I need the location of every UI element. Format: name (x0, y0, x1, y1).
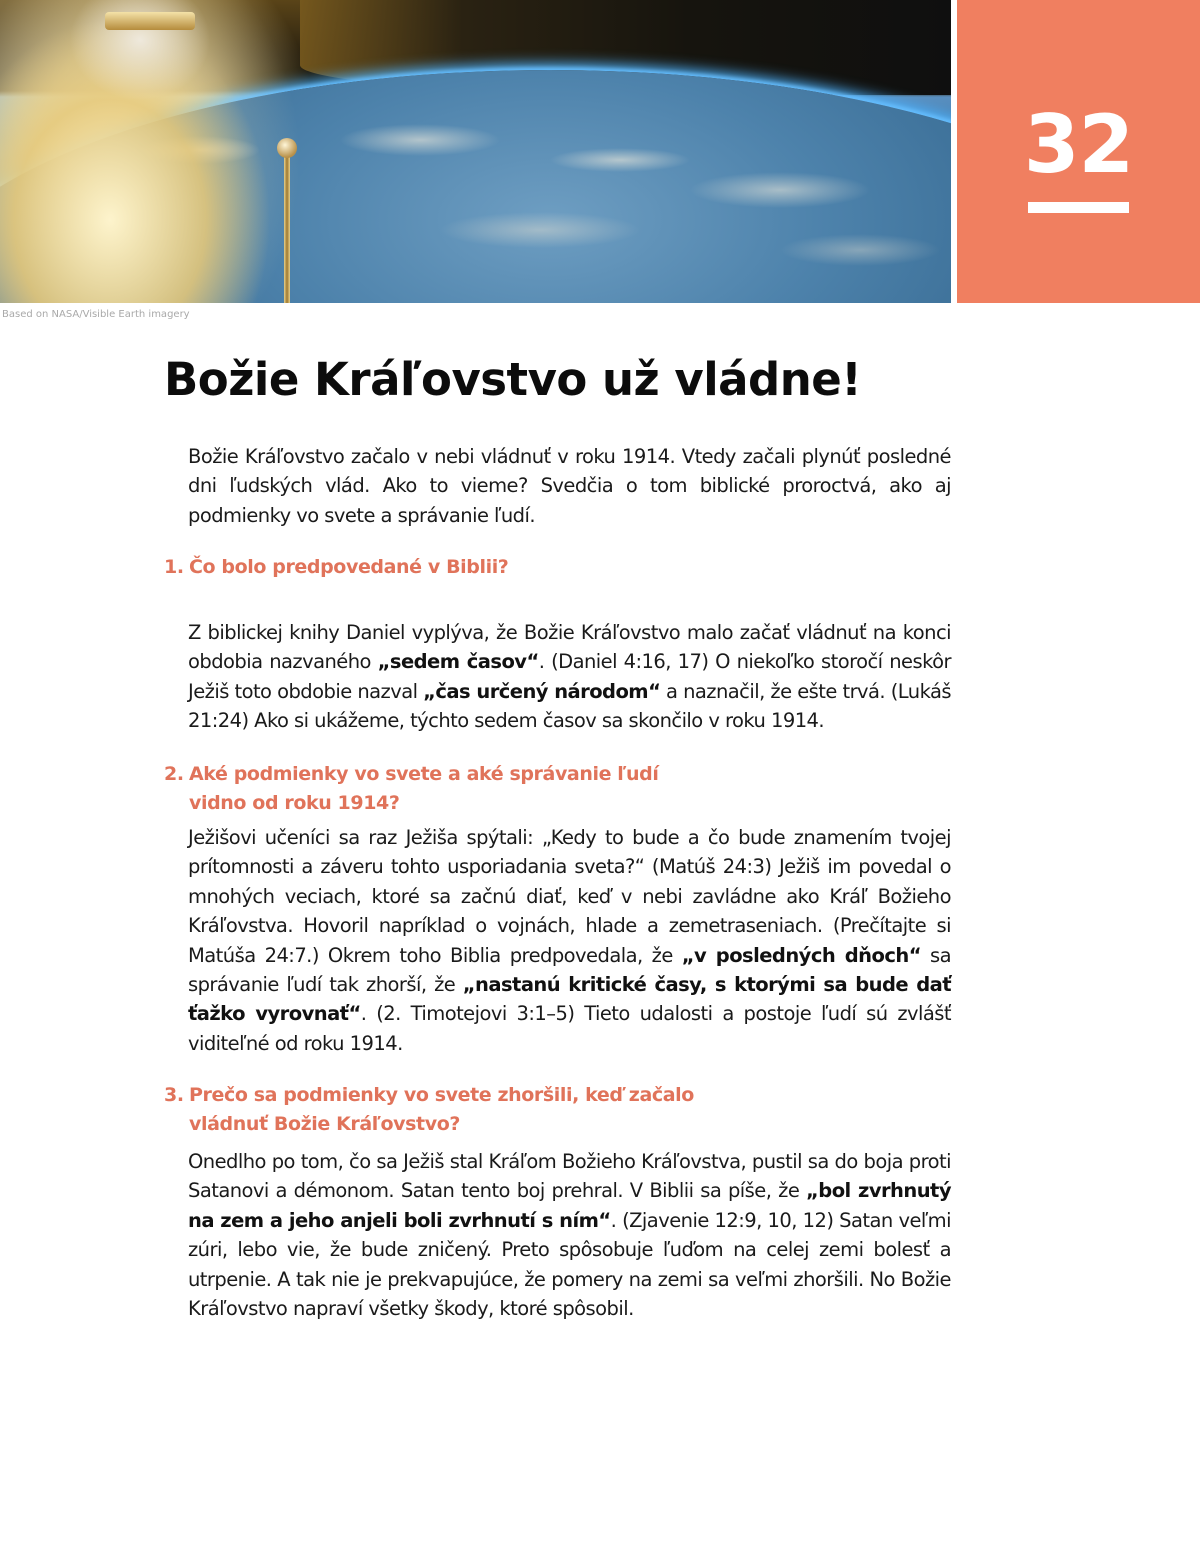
answer-text: Z biblickej knihy Daniel vyplýva, že Božie Kráľovstvo malo začať vládnuť na konci obdobia nazvaného (188, 621, 951, 674)
answer-text: a naznačil, že ešte trvá. (Lukáš 21:24) Ako si ukážeme, týchto sedem časov sa skončilo v roku 1914. (188, 679, 951, 733)
answer-paragraph-1 (188, 618, 951, 736)
question-text: Čo bolo predpovedané v Biblii? (189, 556, 509, 578)
image-credit: Based on NASA/Visible Earth imagery (2, 309, 190, 320)
emphasis-quote: „nastanú kritické časy, s ktorými sa bude dať ťažko vyrovnať“ (188, 973, 951, 1026)
answer-text: . (Daniel 4:16, 17) O niekoľko storočí neskôr Ježiš toto obdobie nazval (188, 650, 951, 703)
answer-text: . (2. Timotejovi 3:1–5) Tieto udalosti a postoje ľudí sú zvlášť viditeľné od roku 1914. (188, 1002, 951, 1055)
intro-paragraph: Božie Kráľovstvo začalo v nebi vládnuť v roku 1914. Vtedy začali plynúť posledné dni ľudských vlád. Ako to vieme? Svedčia o tom biblické proroctvá, ako aj podmienky vo svete a správanie ľudí. (188, 445, 951, 527)
scepter-icon (284, 145, 290, 303)
emphasis-quote: „v posledných dňoch“ (681, 943, 921, 967)
chapter-badge (957, 0, 1200, 303)
chapter-underline (1028, 202, 1129, 213)
crown-icon (105, 12, 195, 30)
emphasis-quote: „sedem časov“ (377, 650, 539, 674)
question-text: Prečo sa podmienky vo svete zhoršili, keď začalo (189, 1084, 694, 1106)
answer-text: Onedlho po tom, čo sa Ježiš stal Kráľom Božieho Kráľovstva, pustil sa do boja proti Satanovi a démonom. Satan tento boj prehral. V Biblii sa píše, že (188, 1150, 951, 1203)
answer-text: sa správanie ľudí tak zhorší, že (188, 943, 951, 997)
king-figure (0, 0, 320, 303)
question-heading-1 (164, 553, 508, 582)
emphasis-quote: „bol zvrhnutý na zem a jeho anjeli boli zvrhnutí s ním“ (188, 1179, 951, 1232)
question-heading-2 (164, 760, 658, 818)
scepter-orb-icon (277, 138, 297, 158)
question-number: 3. (164, 1084, 184, 1106)
emphasis-quote: „čas určený národom“ (423, 679, 661, 703)
answer-text: . (Zjavenie 12:9, 10, 12) Satan veľmi zúri, lebo vie, že bude zničený. Preto spôsobuje ľuďom na celej zemi bolesť a utrpenie. A tak nie je prekvapujúce, že pomery na zemi sa veľmi zhoršili. No Božie Kráľovstvo napraví všetky škody, ktoré spôsobil. (188, 1208, 951, 1321)
answer-text: Ježišovi učeníci sa raz Ježiša spýtali: „Kedy to bude a čo bude znamením tvojej prítomnosti a záveru tohto usporiadania sveta?“ (Matúš 24:3) Ježiš im povedal o mnohých veciach, ktoré sa začnú diať, keď v nebi zavládne ako Kráľ Božieho Kráľovstva. Hovoril napríklad o vojnách, hlade a zemetraseniach. (Prečítajte si Matúša 24:7.) Okrem toho Biblia predpovedala, že (188, 826, 951, 967)
chapter-number: 32 (1023, 98, 1134, 191)
answer-paragraph-2 (188, 823, 951, 1058)
page-title: Božie Kráľovstvo už vládne! (164, 353, 862, 406)
hero-image (0, 0, 951, 303)
question-text-line2: vidno od roku 1914? (189, 792, 400, 814)
question-heading-3 (164, 1081, 694, 1139)
question-text: Aké podmienky vo svete a aké správanie ľudí (189, 763, 659, 785)
question-number: 2. (164, 763, 184, 785)
answer-paragraph-3 (188, 1147, 951, 1323)
question-number: 1. (164, 556, 184, 578)
question-text-line2: vládnuť Božie Kráľovstvo? (189, 1113, 460, 1135)
